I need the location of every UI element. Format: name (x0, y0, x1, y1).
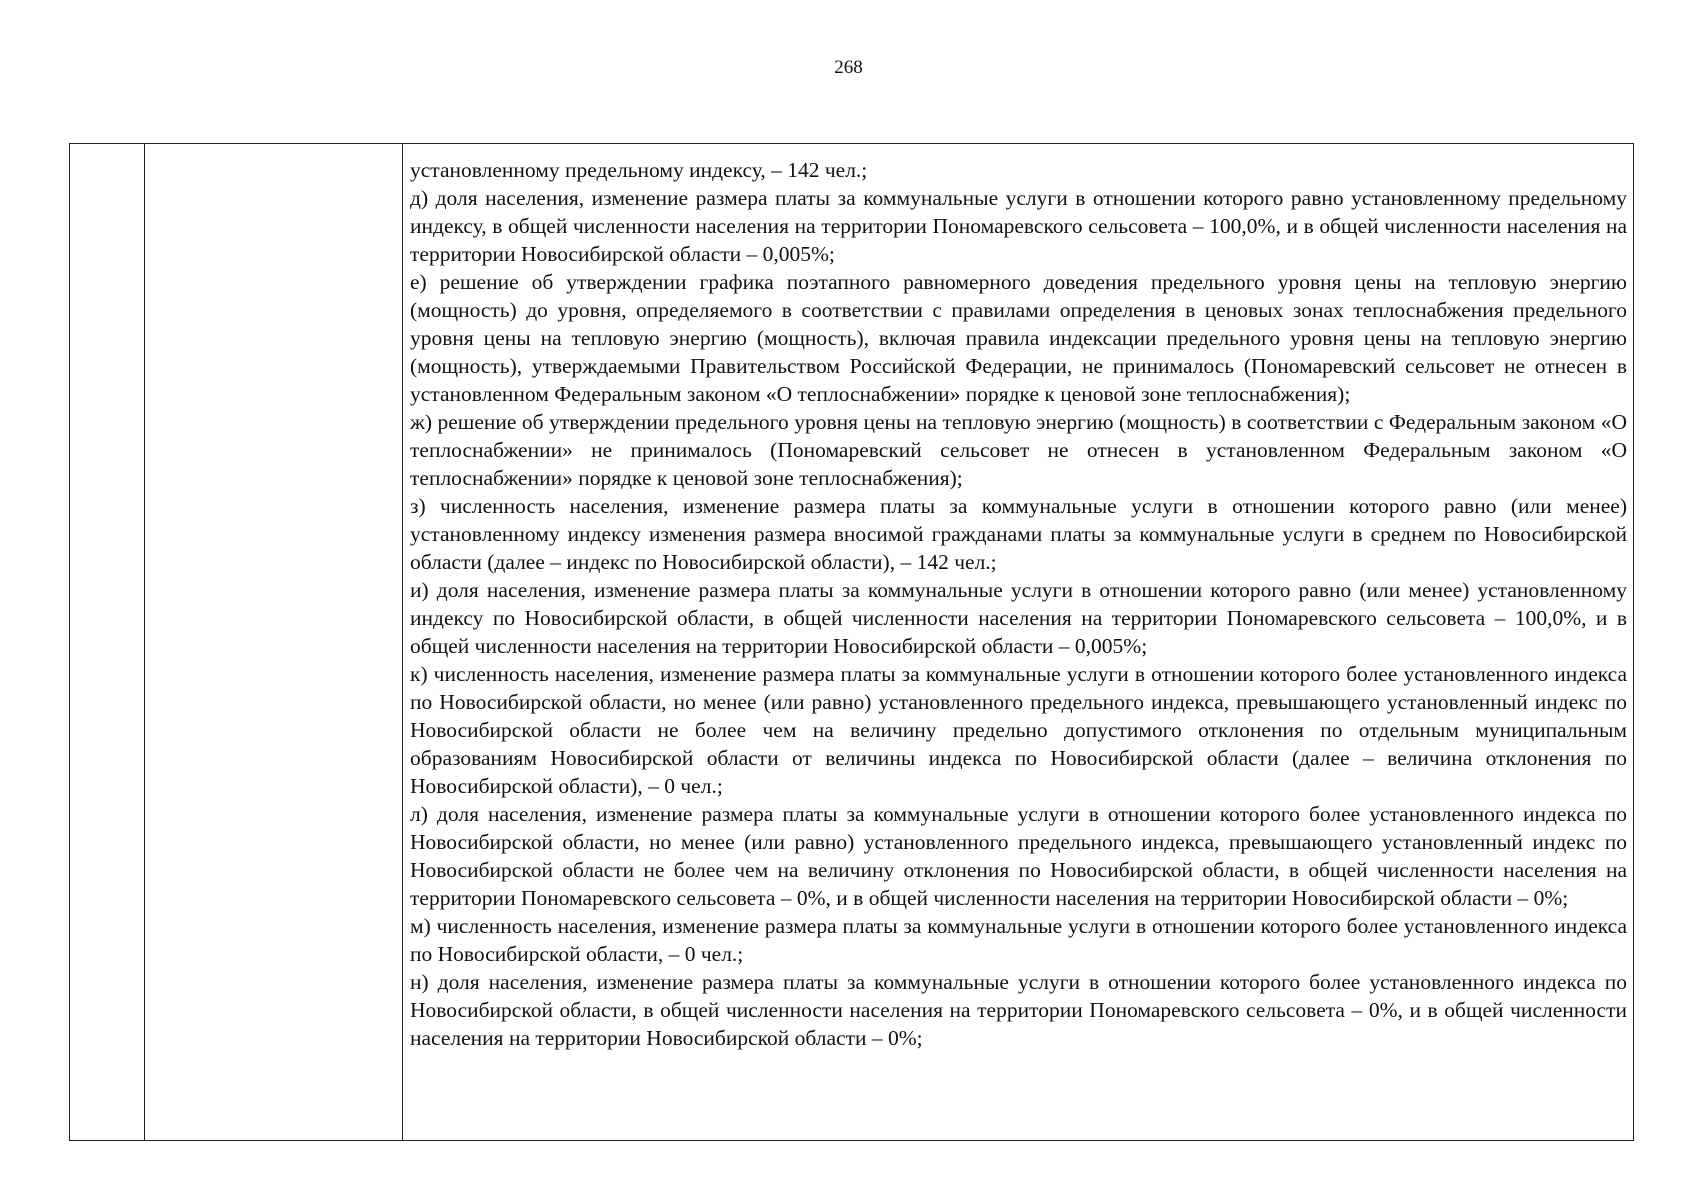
paragraph-item-k: к) численность населения, изменение размера платы за коммунальные услуги в отношении которого более установленного индекса по Новосибирской области, но менее (или равно) установленного предельного индекса, превышающего установленный индекс по Новосибирской области не более чем на величину предельно допустимого отклонения по отдельным муниципальным образованиям Новосибирской области от величины индекса по Новосибирской области (далее – величина отклонения по Новосибирской области), – 0 чел.; (410, 662, 1627, 798)
table-cell-number (70, 144, 145, 1140)
paragraph-item-l: л) доля населения, изменение размера платы за коммунальные услуги в отношении которого более установленного индекса по Новосибирской области, но менее (или равно) установленного предельного индекса, превышающего установленный индекс по Новосибирской области не более чем на величину отклонения по Новосибирской области, в общей численности населения на территории Пономаревского сельсовета – 0%, и в общей численности населения на территории Новосибирской области – 0%; (410, 802, 1627, 910)
paragraph-item-d: д) доля населения, изменение размера платы за коммунальные услуги в отношении которого равно установленному предельному индексу, в общей численности населения на территории Пономаревского сельсовета – 100,0%, и в общей численности населения на территории Новосибирской области – 0,005%; (410, 186, 1627, 266)
table-cell-name (145, 144, 403, 1140)
document-table (69, 143, 1634, 1141)
paragraph-item-m: м) численность населения, изменение размера платы за коммунальные услуги в отношении которого более установленного индекса по Новосибирской области, – 0 чел.; (410, 914, 1627, 966)
paragraph-item-e: е) решение об утверждении графика поэтапного равномерного доведения предельного уровня цены на тепловую энергию (мощность) до уровня, определяемого в соответствии с правилами определения в ценовых зонах теплоснабжения предельного уровня цены на тепловую энергию (мощность), включая правила индексации предельного уровня цены на тепловую энергию (мощность), утверждаемыми Правительством Российской Федерации, не принималось (Пономаревский сельсовет не отнесен в установленном Федеральным законом «О теплоснабжении» порядке к ценовой зоне теплоснабжения); (410, 270, 1627, 406)
page-number: 268 (834, 57, 863, 78)
paragraph-item-zh: ж) решение об утверждении предельного уровня цены на тепловую энергию (мощность) в соответствии с Федеральным законом «О теплоснабжении» не принималось (Пономаревский сельсовет не отнесен в установленном Федеральным законом «О теплоснабжении» порядке к ценовой зоне теплоснабжения); (410, 410, 1627, 490)
paragraph-item-i: и) доля населения, изменение размера платы за коммунальные услуги в отношении которого равно (или менее) установленному индексу по Новосибирской области, в общей численности населения на территории Пономаревского сельсовета – 100,0%, и в общей численности населения на территории Новосибирской области – 0,005%; (410, 578, 1627, 658)
paragraph-continuation: установленному предельному индексу, – 142 чел.; (410, 158, 868, 182)
paragraph-item-n: н) доля населения, изменение размера платы за коммунальные услуги в отношении которого более установленного индекса по Новосибирской области, в общей численности населения на территории Пономаревского сельсовета – 0%, и в общей численности населения на территории Новосибирской области – 0%; (410, 970, 1627, 1050)
paragraph-item-z: з) численность населения, изменение размера платы за коммунальные услуги в отношении которого равно (или менее) установленному индексу изменения размера вносимой гражданами платы за коммунальные услуги в среднем по Новосибирской области (далее – индекс по Новосибирской области), – 142 чел.; (410, 494, 1627, 574)
table-cell-content (403, 144, 1633, 1140)
